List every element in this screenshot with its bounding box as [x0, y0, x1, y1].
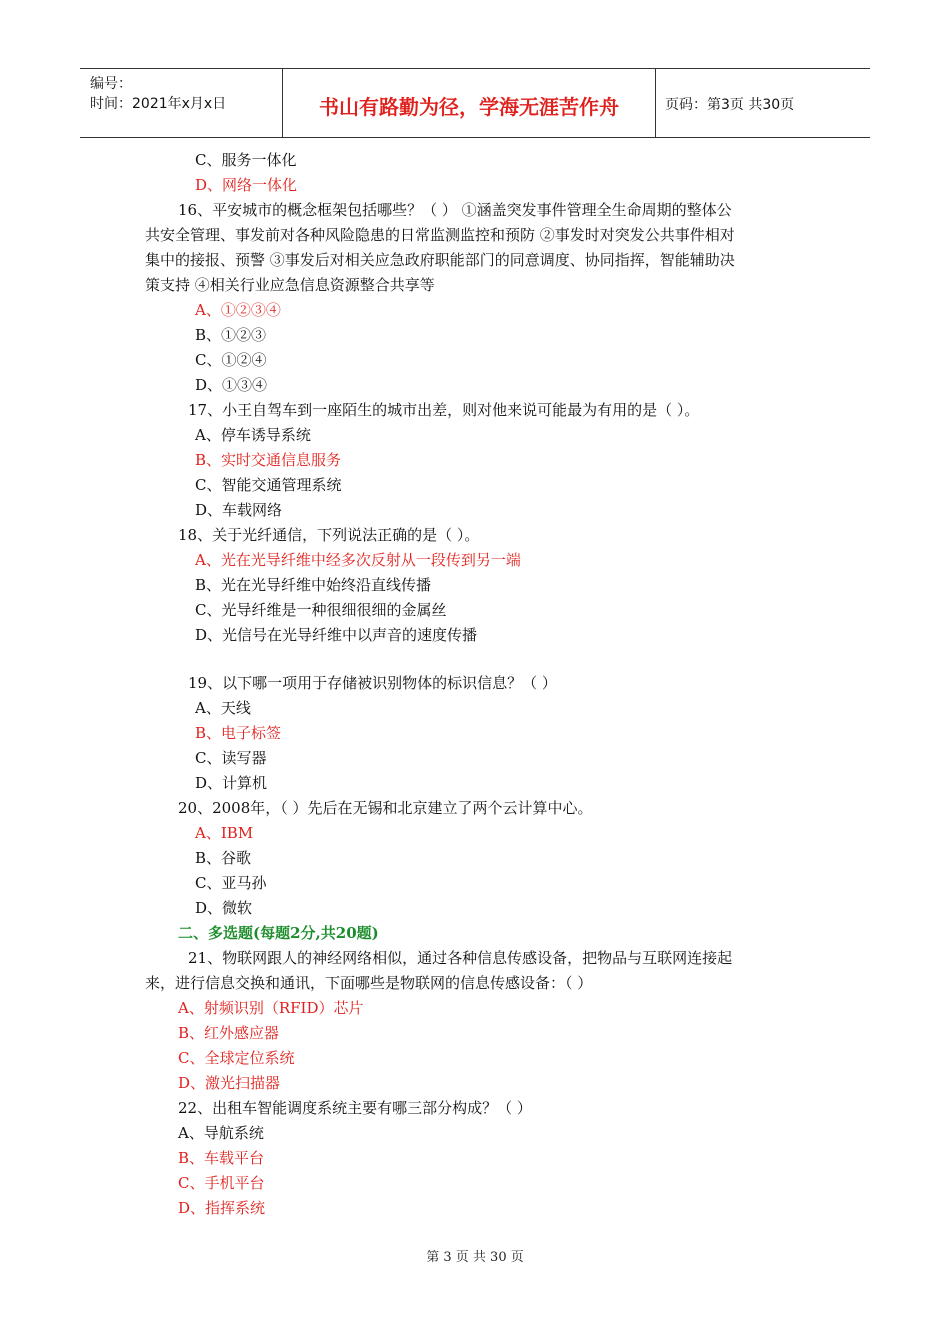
text-line: C、服务一体化 [195, 151, 297, 169]
text-line: B、实时交通信息服务 [195, 451, 342, 469]
text-line: 18、关于光纤通信，下列说法正确的是（ ）。 [178, 526, 480, 544]
header-motto-cell [282, 69, 656, 137]
page-info: 页码：第3页 共30页 [665, 97, 795, 113]
text-line: A、光在光导纤维中经多次反射从一段传到另一端 [195, 551, 521, 569]
text-line: D、车载网络 [195, 501, 283, 519]
text-line: D、网络一体化 [195, 176, 298, 194]
text-line: B、光在光导纤维中始终沿直线传播 [195, 576, 432, 594]
text-line: 16、平安城市的概念框架包括哪些？（ ） ①涵盖突发事件管理全生命周期的整体公 [178, 201, 732, 219]
text-line: A、导航系统 [178, 1124, 264, 1142]
text-line: B、电子标签 [195, 724, 282, 742]
text-line: B、①②③ [195, 326, 267, 344]
section-heading: 二、多选题(每题2分,共20题) [178, 924, 379, 942]
text-line: 19、以下哪一项用于存储被识别物体的标识信息？（ ） [188, 674, 557, 692]
motto: 书山有路勤为径，学海无涯苦作舟 [319, 95, 619, 119]
text-line: 17、小王自驾车到一座陌生的城市出差，则对他来说可能最为有用的是（ ）。 [188, 401, 700, 419]
text-line: B、车载平台 [178, 1149, 265, 1167]
text-line: 共安全管理、事发前对各种风险隐患的日常监测监控和预防 ②事发时对突发公共事件相对 [145, 226, 735, 244]
text-line: D、计算机 [195, 774, 268, 792]
text-line: A、①②③④ [195, 301, 281, 319]
text-line: C、全球定位系统 [178, 1049, 295, 1067]
header-right-cell [655, 69, 870, 137]
text-line: A、IBM [195, 824, 254, 842]
text-line: D、激光扫描器 [178, 1074, 281, 1092]
text-line: D、微软 [195, 899, 253, 917]
text-line: 22、出租车智能调度系统主要有哪三部分构成？（ ） [178, 1099, 532, 1117]
text-line: 集中的接报、预警 ③事发后对相关应急政府职能部门的同意调度、协同指挥，智能辅助决 [145, 251, 735, 269]
text-line: 20、2008年，（ ）先后在无锡和北京建立了两个云计算中心。 [178, 799, 593, 817]
text-line: 21、物联网跟人的神经网络相似，通过各种信息传感设备，把物品与互联网连接起 [188, 949, 733, 967]
text-line: C、读写器 [195, 749, 267, 767]
text-line: A、天线 [195, 699, 251, 717]
text-line: A、停车诱导系统 [195, 426, 311, 444]
text-line: C、亚马孙 [195, 874, 267, 892]
text-line: D、光信号在光导纤维中以声音的速度传播 [195, 626, 478, 644]
page-header [80, 68, 870, 138]
text-line: C、①②④ [195, 351, 267, 369]
header-left-cell [80, 69, 282, 137]
text-line: 策支持 ④相关行业应急信息资源整合共享等 [145, 276, 435, 294]
text-line: A、射频识别（RFID）芯片 [178, 999, 364, 1017]
text-line: C、光导纤维是一种很细很细的金属丝 [195, 601, 447, 619]
text-line: C、手机平台 [178, 1174, 265, 1192]
date-label: 时间：2021年x月x日 [90, 96, 227, 112]
text-line: D、指挥系统 [178, 1199, 266, 1217]
text-line: B、红外感应器 [178, 1024, 280, 1042]
page-footer: 第 3 页 共 30 页 [426, 1250, 524, 1265]
text-line: D、①③④ [195, 376, 268, 394]
text-line: C、智能交通管理系统 [195, 476, 342, 494]
code-label: 编号： [90, 76, 132, 92]
text-line: 来，进行信息交换和通讯，下面哪些是物联网的信息传感设备：（ ） [145, 974, 593, 992]
text-line: B、谷歌 [195, 849, 252, 867]
